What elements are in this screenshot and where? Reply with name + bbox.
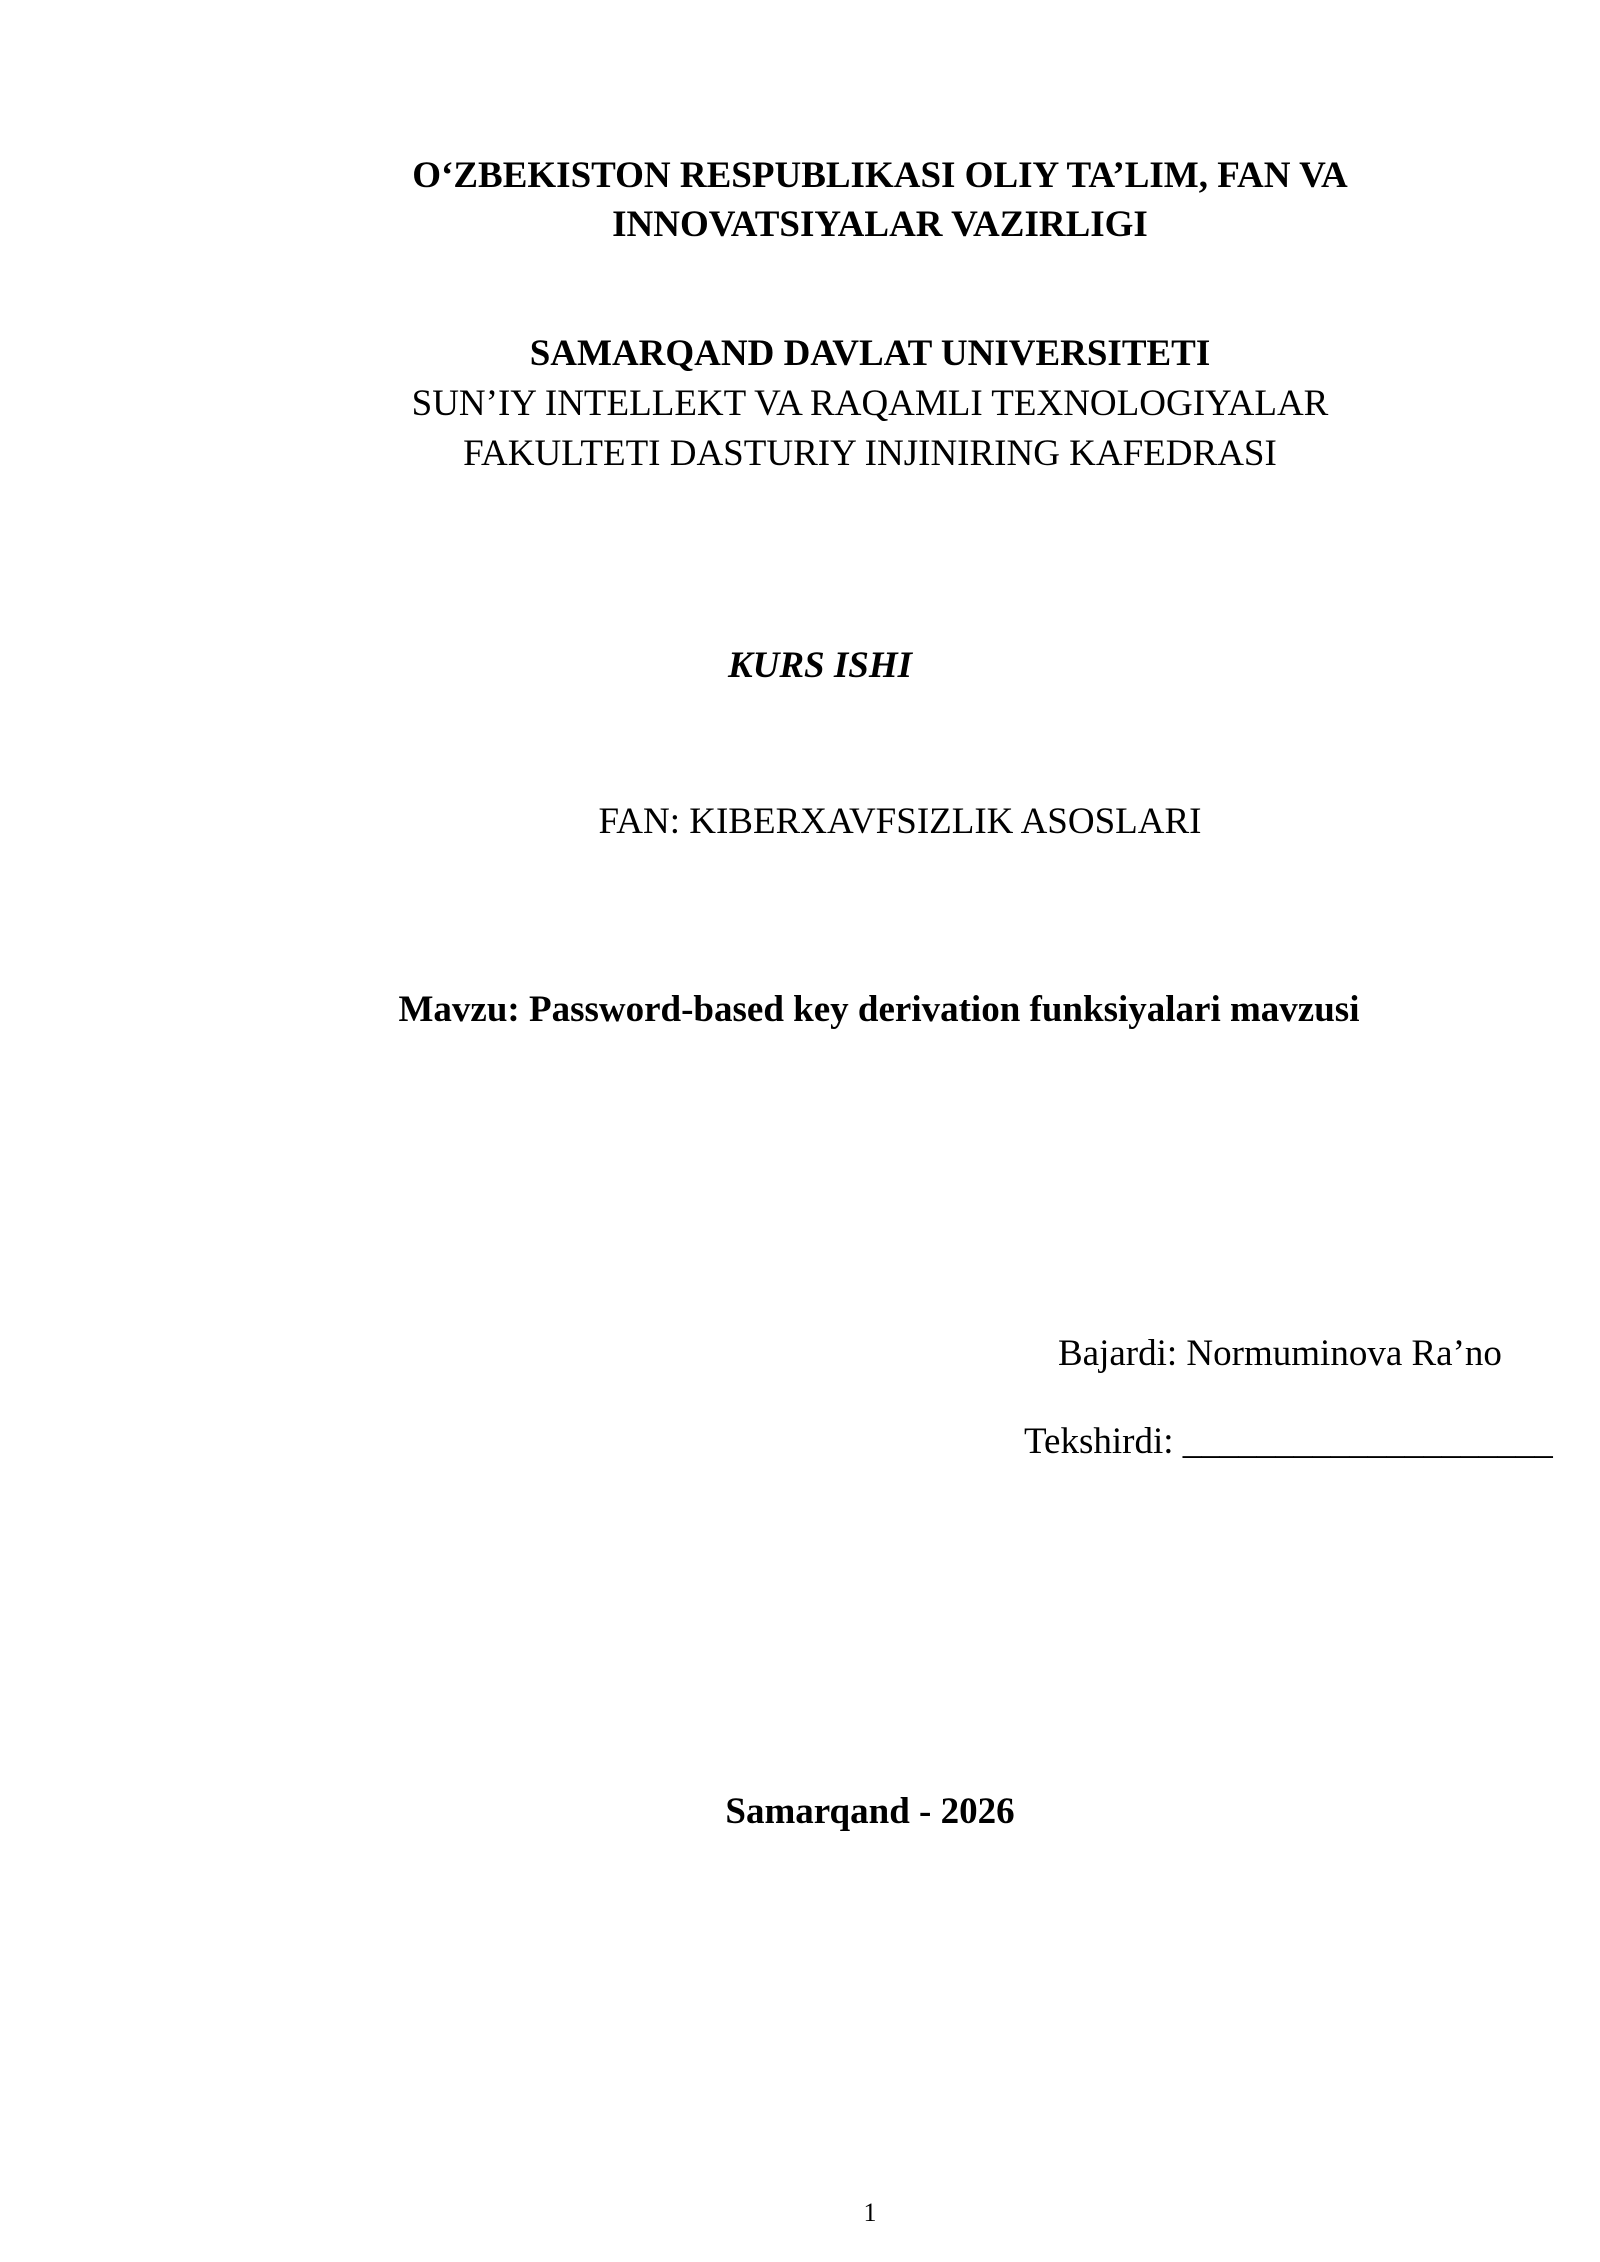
- faculty-line2: FAKULTETI DASTURIY INJINIRING KAFEDRASI: [463, 433, 1277, 474]
- ministry-title-line1: O‘ZBEKISTON RESPUBLIKASI OLIY TA’LIM, FAN VA: [412, 155, 1348, 196]
- work-type: KURS ISHI: [727, 645, 913, 686]
- ministry-title-line2: INNOVATSIYALAR VAZIRLIGI: [612, 204, 1148, 245]
- university-name: SAMARQAND DAVLAT UNIVERSITETI: [529, 333, 1211, 374]
- faculty-line1: SUN’IY INTELLEKT VA RAQAMLI TEXNOLOGIYALAR: [411, 383, 1329, 424]
- place-year: Samarqand - 2026: [725, 1791, 1015, 1832]
- page-number: 1: [863, 2198, 877, 2227]
- subject-line: FAN: KIBERXAVFSIZLIK ASOSLARI: [598, 801, 1202, 842]
- performed-by: Bajardi: Normuminova Ra’no: [1058, 1333, 1502, 1374]
- checked-by: Tekshirdi: ____________________: [1024, 1421, 1553, 1462]
- topic-line: Mavzu: Password-based key derivation funksiyalari mavzusi: [398, 989, 1360, 1030]
